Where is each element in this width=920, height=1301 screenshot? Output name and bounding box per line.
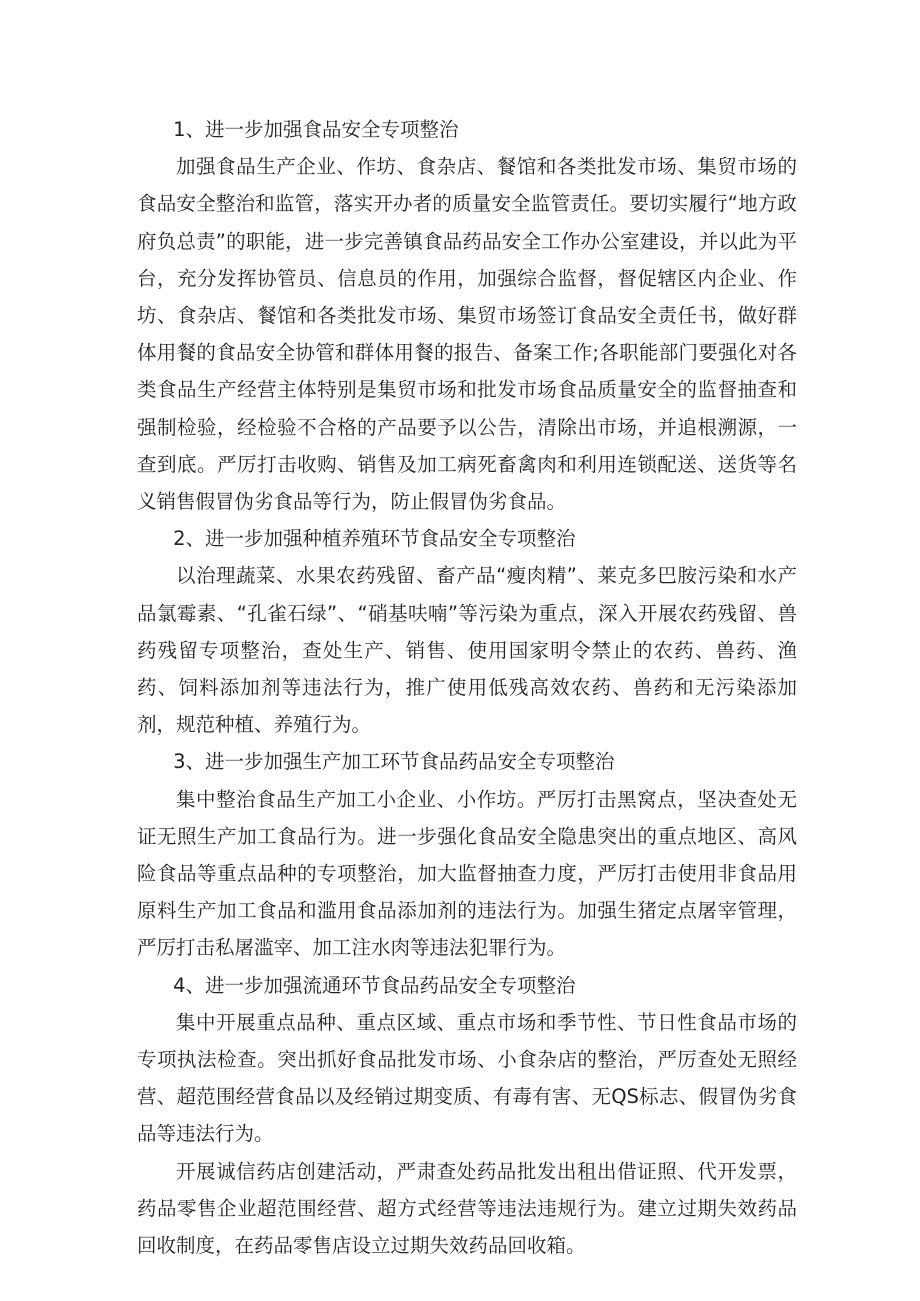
section-4-heading: 4、进一步加强流通环节食品药品安全专项整治 [173,973,576,997]
section-3-heading: 3、进一步加强生产加工环节食品药品安全专项整治 [173,750,615,774]
section-4-paragraph-2: 开展诚信药店创建活动，严肃查处药品批发出租出借证照、代开发票，药品零售企业超范围经营、超方式经营等违法违规行为。建立过期失效药品回收制度，在药品零售店设立过期失效药品回收箱。 [137,1159,797,1258]
section-4-paragraph-1: 集中开展重点品种、重点区域、重点市场和季节性、节日性食品市场的专项执法检查。突出抓好食品批发市场、小食杂店的整治，严厉查处无照经营、超范围经营食品以及经销过期变质、有毒有害、无QS标志、假冒伪劣食品等违法行为。 [137,1010,797,1146]
section-2-paragraph-1: 以治理蔬菜、水果农药残留、畜产品“瘦肉精”、莱克多巴胺污染和水产品氯霉素、“孔雀石绿”、“硝基呋喃”等污染为重点，深入开展农药残留、兽药残留专项整治，查处生产、销售、使用国家明令禁止的农药、兽药、渔药、饲料添加剂等违法行为，推广使用低残高效农药、兽药和无污染添加剂，规范种植、养殖行为。 [137,564,797,737]
document-body [137,111,797,1264]
section-1-paragraph-1: 加强食品生产企业、作坊、食杂店、餐馆和各类批发市场、集贸市场的食品安全整治和监管，落实开办者的质量安全监管责任。要切实履行“地方政府负总责”的职能，进一步完善镇食品药品安全工作办公室建设，并以此为平台，充分发挥协管员、信息员的作用，加强综合监督，督促辖区内企业、作坊、食杂店、餐馆和各类批发市场、集贸市场签订食品安全责任书，做好群体用餐的食品安全协管和群体用餐的报告、备案工作;各职能部门要强化对各类食品生产经营主体特别是集贸市场和批发市场食品质量安全的监督抽查和强制检验，经检验不合格的产品要予以公告，清除出市场，并追根溯源，一查到底。严厉打击收购、销售及加工病死畜禽肉和利用连锁配送、送货等名义销售假冒伪劣食品等行为，防止假冒伪劣食品。 [137,155,797,514]
section-2-heading: 2、进一步加强种植养殖环节食品安全专项整治 [173,527,576,551]
section-3-paragraph-1: 集中整治食品生产加工小企业、小作坊。严厉打击黑窝点，坚决查处无证无照生产加工食品行为。进一步强化食品安全隐患突出的重点地区、高风险食品等重点品种的专项整治，加大监督抽查力度，严厉打击使用非食品用原料生产加工食品和滥用食品添加剂的违法行为。加强生猪定点屠宰管理，严厉打击私屠滥宰、加工注水肉等违法犯罪行为。 [137,787,797,960]
section-1-heading: 1、进一步加强食品安全专项整治 [173,118,459,141]
